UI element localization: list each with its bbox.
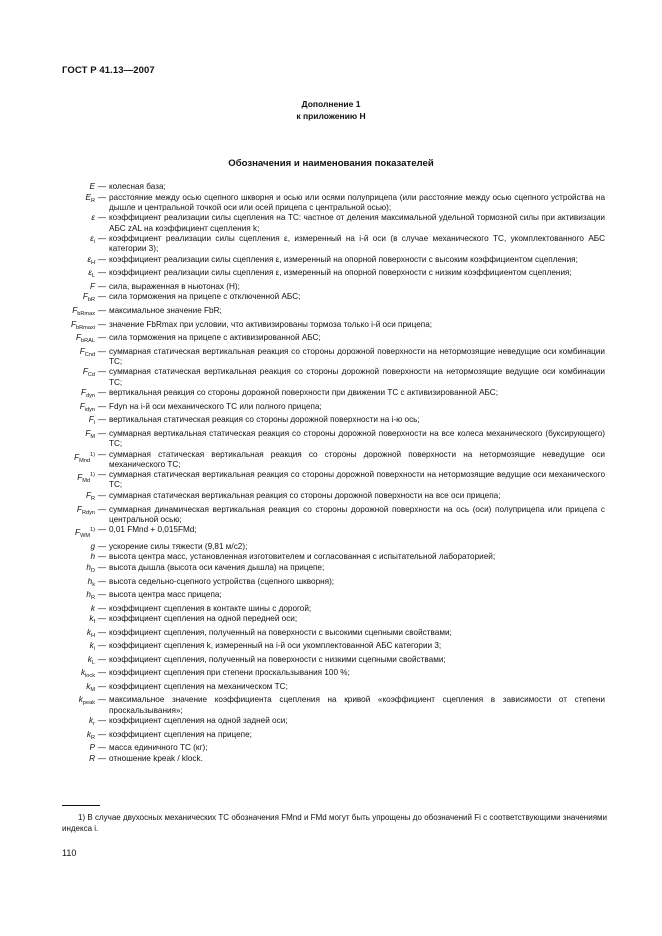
symbol-base: F — [85, 491, 91, 501]
symbol-subscript: M — [90, 433, 95, 440]
definition-symbol — [60, 268, 95, 281]
definition-text: коэффициент сцепления на механическом ТС; — [109, 681, 288, 691]
definition-row — [60, 655, 605, 668]
definition-row — [60, 604, 605, 614]
definition-text: суммарная статическая вертикальная реакция со стороны дорожной поверхности на нетормозящие ведущие оси механического ТС; — [109, 470, 605, 490]
symbol-base: P — [89, 743, 95, 753]
symbol-subscript: D — [90, 567, 95, 574]
em-dash-separator: — — [97, 281, 107, 291]
definition-symbol — [60, 306, 95, 319]
em-dash-separator: — — [97, 192, 107, 202]
symbol-base: E — [89, 182, 95, 191]
symbol-base: h — [87, 576, 93, 586]
symbol-base: F — [85, 428, 91, 438]
symbol-subscript: Md — [82, 478, 91, 485]
supplement-line-2: к приложению Н — [296, 111, 366, 121]
em-dash-separator: — — [97, 254, 107, 264]
footnote-marker: 1) — [90, 451, 95, 458]
em-dash-separator: — — [97, 668, 107, 678]
symbol-base: ε — [88, 268, 92, 278]
definition-text: максимальное значение FbR; — [109, 305, 222, 315]
definition-text: отношение kpeak / klock. — [109, 753, 203, 763]
definition-row — [60, 668, 605, 681]
em-dash-separator: — — [97, 401, 107, 411]
symbol-base: ε — [91, 213, 95, 223]
em-dash-separator: — — [97, 449, 107, 459]
em-dash-separator: — — [97, 716, 107, 726]
em-dash-separator: — — [97, 491, 107, 501]
definition-row — [60, 628, 605, 641]
definition-symbol — [60, 320, 95, 333]
symbol-base: F — [76, 504, 82, 514]
definition-symbol — [60, 450, 95, 470]
em-dash-separator: — — [97, 319, 107, 329]
definition-symbol — [60, 234, 95, 254]
symbol-subscript: idyn — [84, 406, 95, 413]
symbol-subscript: dyn — [85, 393, 95, 400]
em-dash-separator: — — [97, 743, 107, 753]
supplement-title — [0, 98, 662, 122]
symbol-base: ε — [87, 254, 91, 264]
definition-text: сила торможения на прицепе с отключенной АБС; — [109, 292, 301, 302]
symbol-subscript: Cnd — [84, 351, 95, 358]
definition-symbol — [60, 367, 95, 387]
symbol-base: k — [86, 729, 91, 739]
definition-text: коэффициент сцепления на одной задней оси; — [109, 716, 288, 726]
definition-text: коэффициент реализации силы сцепления ε, измеренный на i-й оси (в случае механического ТС, укомплектованного АБС категории 3); — [109, 234, 605, 254]
symbol-base: k — [78, 695, 83, 705]
symbol-base: R — [89, 753, 95, 763]
em-dash-separator: — — [97, 641, 107, 651]
footnote-marker: 1) — [90, 472, 95, 479]
definition-symbol — [60, 614, 95, 627]
definition-row — [60, 695, 605, 715]
definition-row — [60, 682, 605, 695]
definition-text: вертикальная статическая реакция со стороны дорожной поверхности на i-ю ось; — [109, 415, 420, 425]
definition-row — [60, 505, 605, 525]
definition-text: коэффициент сцепления при степени проскальзывания 100 %; — [109, 668, 350, 678]
definition-symbol — [60, 604, 95, 614]
definition-symbol — [60, 470, 95, 490]
footnote-separator — [62, 805, 100, 806]
definition-row — [60, 716, 605, 729]
definition-row — [60, 182, 605, 192]
em-dash-separator: — — [97, 681, 107, 691]
definition-row — [60, 306, 605, 319]
symbol-subscript: f — [93, 619, 95, 626]
symbol-subscript: L — [91, 659, 95, 666]
em-dash-separator: — — [97, 292, 107, 302]
definition-row — [60, 268, 605, 281]
em-dash-separator: — — [97, 753, 107, 763]
definition-row — [60, 320, 605, 333]
symbol-base: k — [89, 614, 94, 624]
em-dash-separator: — — [97, 428, 107, 438]
definition-row — [60, 590, 605, 603]
symbol-subscript: R — [90, 595, 95, 602]
definition-row — [60, 754, 605, 764]
definition-symbol — [60, 415, 95, 428]
symbol-base: F — [89, 281, 95, 291]
symbol-subscript: R — [90, 734, 95, 741]
symbol-subscript: Mnd — [79, 457, 91, 464]
definition-text: суммарная динамическая вертикальная реакция со стороны дорожной поверхности на ось (оси) полуприцепа или прицепа с центральной осью; — [109, 504, 605, 524]
em-dash-separator: — — [97, 562, 107, 572]
symbol-base: k — [86, 627, 91, 637]
definition-text: расстояние между осью сцепного шкворня и осью или осями полуприцепа (или расстояние между осью сцепного устройства на дышле и центральной точкой оси или осей прицепа с центральной осью); — [109, 192, 605, 212]
definition-symbol — [60, 193, 95, 213]
symbol-base: k — [90, 603, 95, 613]
symbol-base: F — [74, 452, 80, 462]
definition-symbol — [60, 682, 95, 695]
symbol-subscript: R — [90, 496, 95, 503]
symbol-subscript: k — [92, 581, 95, 588]
symbol-base: h — [90, 552, 95, 562]
symbol-base: E — [85, 192, 91, 202]
definition-text: сила торможения на прицепе с активизированной АБС; — [109, 333, 321, 343]
symbol-subscript: r — [93, 721, 95, 728]
definition-symbol — [60, 743, 95, 753]
symbol-base: F — [75, 333, 81, 343]
definition-text: вертикальная реакция со стороны дорожной поверхности при движении ТС с активизированной АБС; — [109, 388, 498, 398]
em-dash-separator: — — [97, 552, 107, 562]
definition-row — [60, 641, 605, 654]
em-dash-separator: — — [97, 346, 107, 356]
em-dash-separator: — — [97, 415, 107, 425]
symbol-base: k — [89, 716, 94, 726]
symbol-subscript: bRAL — [81, 338, 95, 345]
definition-symbol — [60, 695, 95, 715]
symbol-subscript: L — [91, 273, 95, 280]
definition-symbol — [60, 563, 95, 576]
symbol-base: F — [72, 305, 78, 315]
symbol-base: F — [82, 367, 88, 377]
symbol-base: F — [71, 319, 77, 329]
definition-text: коэффициент реализации силы сцепления на ТС: частное от деления максимальной удельной тормозной силы при активизации АБС zAL на коэффициент сцепления k; — [109, 213, 605, 233]
em-dash-separator: — — [97, 576, 107, 586]
definition-row — [60, 367, 605, 387]
definition-row — [60, 402, 605, 415]
definition-text: суммарная статическая вертикальная реакция со стороны дорожной поверхности на нетормозящие ведущие оси комбинации ТС; — [109, 367, 605, 387]
em-dash-separator: — — [97, 603, 107, 613]
definition-symbol — [60, 730, 95, 743]
symbol-base: F — [77, 473, 83, 483]
symbol-base: F — [75, 528, 81, 538]
definition-row — [60, 429, 605, 449]
symbol-base: F — [79, 346, 85, 356]
em-dash-separator: — — [97, 729, 107, 739]
footnote: 1) В случае двухосных механических ТС обозначения FMnd и FMd могут быть упрощены до обозначений Fi с соответствующими значениями индекса i. — [62, 813, 607, 833]
definition-text: 0,01 FMnd + 0,015FMd; — [109, 525, 197, 535]
definition-text: коэффициент сцепления k, измеренный на i-й оси укомплектованной АБС категории 3; — [109, 641, 442, 651]
definition-text: суммарная статическая вертикальная реакция со стороны дорожной поверхности на все оси прицепа; — [109, 491, 501, 501]
symbol-base: k — [87, 654, 92, 664]
symbol-subscript: peak — [82, 700, 95, 707]
definition-symbol — [60, 491, 95, 504]
symbol-base: F — [88, 415, 94, 425]
definition-row — [60, 614, 605, 627]
symbol-subscript: WM — [80, 533, 91, 540]
definition-text: высота центра масс, установленная изготовителем и согласованная с испытательной лабораторией; — [109, 552, 496, 562]
em-dash-separator: — — [97, 333, 107, 343]
definition-symbol — [60, 282, 95, 292]
definition-text: максимальное значение коэффициента сцепления на кривой «коэффициент сцепления в зависимости от степени проскальзывания»; — [109, 695, 605, 715]
definition-row — [60, 450, 605, 470]
em-dash-separator: — — [97, 590, 107, 600]
symbol-base: k — [86, 681, 91, 691]
definition-text: коэффициент сцепления, полученный на поверхности с низкими сцепными свойствами; — [109, 654, 446, 664]
definition-row — [60, 577, 605, 590]
em-dash-separator: — — [97, 654, 107, 664]
definition-row — [60, 234, 605, 254]
definition-row — [60, 552, 605, 562]
symbol-base: k — [80, 668, 86, 678]
definition-symbol — [60, 292, 95, 305]
definition-text: значение FbRmax при условии, что активизированы тормоза только i-й оси прицепа; — [109, 319, 433, 329]
definition-row — [60, 333, 605, 346]
definition-text: высота седельно-сцепного устройства (сцепного шкворня); — [109, 576, 335, 586]
symbol-base: g — [90, 541, 95, 551]
em-dash-separator: — — [97, 388, 107, 398]
symbol-subscript: Cd — [87, 372, 95, 379]
em-dash-separator: — — [97, 305, 107, 315]
definition-text: суммарная статическая вертикальная реакция со стороны дорожной поверхности на нетормозящие неведущие оси комбинации ТС; — [109, 346, 605, 366]
definition-symbol — [60, 525, 95, 541]
em-dash-separator: — — [97, 234, 107, 244]
em-dash-separator: — — [97, 695, 107, 705]
definition-row — [60, 388, 605, 401]
symbol-base: F — [80, 388, 86, 398]
em-dash-separator: — — [97, 627, 107, 637]
definition-text: коэффициент реализации силы сцепления ε, измеренный на опорной поверхности с низким коэффициентом сцепления; — [109, 268, 572, 278]
symbol-subscript: R — [90, 197, 95, 204]
definition-text: суммарная статическая вертикальная реакция со стороны дорожной поверхности на нетормозящие неведущие оси механического ТС; — [109, 449, 605, 469]
em-dash-separator: — — [97, 182, 107, 191]
definition-symbol — [60, 542, 95, 552]
symbol-subscript: Rdyn — [81, 509, 95, 516]
symbol-subscript: bRmax — [77, 310, 95, 317]
em-dash-separator: — — [97, 367, 107, 377]
symbol-base: h — [86, 590, 91, 600]
definition-symbol — [60, 590, 95, 603]
em-dash-separator: — — [97, 614, 107, 624]
section-title: Обозначения и наименования показателей — [228, 158, 434, 169]
symbol-subscript: H — [90, 632, 95, 639]
symbol-subscript: i — [93, 646, 95, 653]
definition-row — [60, 255, 605, 268]
definition-symbol — [60, 347, 95, 367]
definition-text: колесная база; — [109, 182, 166, 191]
symbol-base: h — [86, 562, 91, 572]
definition-row — [60, 563, 605, 576]
definition-row — [60, 743, 605, 753]
definition-symbol — [60, 388, 95, 401]
symbol-base: F — [82, 292, 88, 302]
definition-text: коэффициент реализации силы сцепления ε, измеренный на опорной поверхности с высоким коэффициентом сцепления; — [109, 254, 578, 264]
symbol-base: ε — [90, 234, 94, 244]
definition-symbol — [60, 641, 95, 654]
em-dash-separator: — — [97, 470, 107, 480]
page-number: 110 — [62, 848, 77, 858]
em-dash-separator: — — [97, 504, 107, 514]
definition-row — [60, 542, 605, 552]
definition-row — [60, 347, 605, 367]
definitions-list — [60, 182, 605, 764]
definition-row — [60, 292, 605, 305]
definition-text: ускорение силы тяжести (9,81 м/с2); — [109, 541, 248, 551]
definition-symbol — [60, 429, 95, 449]
definition-symbol — [60, 213, 95, 233]
definition-symbol — [60, 402, 95, 415]
definition-symbol — [60, 333, 95, 346]
definition-text: коэффициент сцепления на прицепе; — [109, 729, 252, 739]
definition-symbol — [60, 668, 95, 681]
symbol-subscript: bR — [87, 297, 95, 304]
em-dash-separator: — — [97, 268, 107, 278]
supplement-line-1: Дополнение 1 — [301, 99, 361, 109]
definition-text: масса единичного ТС (кг); — [109, 743, 208, 753]
em-dash-separator: — — [97, 541, 107, 551]
footnote-marker: 1) — [90, 527, 95, 534]
symbol-base: k — [89, 641, 94, 651]
definition-row — [60, 282, 605, 292]
symbol-subscript: bRmaxi — [76, 324, 95, 331]
symbol-base: F — [79, 401, 85, 411]
definition-text: суммарная вертикальная статическая реакция со стороны дорожной поверхности на все колеса механического (буксирующего) ТС; — [109, 428, 605, 448]
definition-text: коэффициент сцепления на одной передней оси; — [109, 614, 298, 624]
definition-symbol — [60, 552, 95, 562]
definition-text: коэффициент сцепления в контакте шины с дорогой; — [109, 603, 312, 613]
definition-text: высота центра масс прицепа; — [109, 590, 222, 600]
symbol-subscript: lock — [85, 673, 95, 680]
definition-row — [60, 470, 605, 490]
definition-symbol — [60, 182, 95, 192]
definition-row — [60, 491, 605, 504]
definition-text: Fdyn на i-й оси механического ТС или полного прицепа; — [109, 401, 322, 411]
definition-row — [60, 525, 605, 541]
definition-row — [60, 193, 605, 213]
definition-symbol — [60, 255, 95, 268]
definition-text: коэффициент сцепления, полученный на поверхности с высокими сцепными свойствами; — [109, 627, 452, 637]
definition-symbol — [60, 754, 95, 764]
definition-text: высота дышла (высота оси качения дышла) на прицепе; — [109, 562, 325, 572]
definition-row — [60, 730, 605, 743]
em-dash-separator: — — [97, 525, 107, 535]
definition-symbol — [60, 655, 95, 668]
definition-row — [60, 213, 605, 233]
definition-row — [60, 415, 605, 428]
symbol-subscript: i — [93, 420, 95, 427]
definition-symbol — [60, 505, 95, 525]
symbol-subscript: M — [90, 686, 95, 693]
em-dash-separator: — — [97, 213, 107, 223]
symbol-subscript: H — [90, 259, 95, 266]
symbol-subscript: i — [93, 239, 95, 246]
document-code-header: ГОСТ Р 41.13—2007 — [62, 65, 155, 76]
definition-symbol — [60, 628, 95, 641]
definition-text: сила, выраженная в ньютонах (Н); — [109, 281, 240, 291]
definition-symbol — [60, 577, 95, 590]
definition-symbol — [60, 716, 95, 729]
